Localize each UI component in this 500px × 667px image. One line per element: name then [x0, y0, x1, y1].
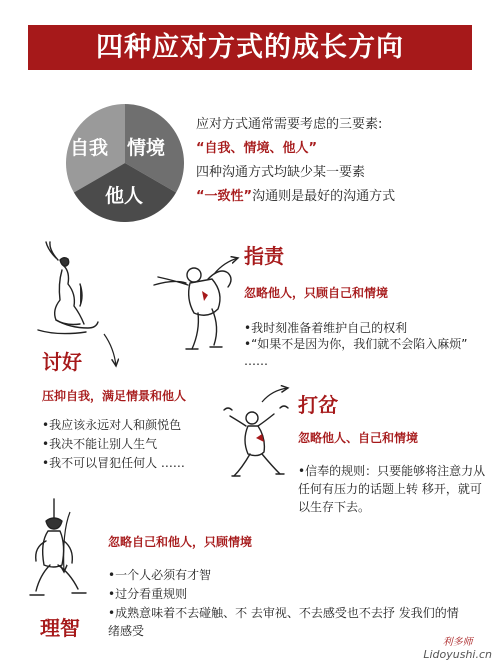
blaming-bullet-1: •我时刻准备着维护自己的权利: [244, 321, 408, 335]
blaming-title: 指责: [244, 244, 284, 268]
rational-bullet-3: •成熟意味着不去碰触、不 去审视、不去感受也不去抒 发我们的情绪感受: [108, 606, 459, 638]
intro-line-4-rest: 沟通则是最好的沟通方式: [252, 189, 396, 204]
arrow-to-rational: [64, 512, 70, 572]
arrow-to-placating: [104, 334, 116, 366]
watermark-latin: Lidoyushi.cn: [423, 648, 492, 661]
distracting-rule: •信奉的规则：只要能够将注意力从任何有压力的话题上转 移开，就可以生存下去。: [298, 464, 486, 514]
rational-bullet-2: •过分看重规则: [108, 587, 188, 601]
consistency-highlight: “一致性”: [196, 189, 253, 204]
blaming-bullet-3: ……: [244, 354, 268, 368]
rational-bullet-1: •一个人必须有才智: [108, 568, 212, 582]
intro-line-3: 四种沟通方式均缺少某一要素: [196, 165, 366, 180]
pie-label-context: 情境: [127, 137, 166, 159]
arrow-to-blaming: [214, 258, 238, 274]
blaming-description: 忽略他人，只顾自己和情境: [244, 286, 389, 300]
placating-bullet-3: •我不可以冒犯任何人 ……: [42, 456, 185, 470]
arrow-to-distracting: [262, 388, 288, 402]
placating-title: 讨好: [42, 350, 82, 374]
distracting-description: 忽略他人、自己和情境: [298, 431, 419, 445]
distracting-title: 打岔: [298, 393, 338, 417]
rational-description: 忽略自己和他人，只顾情境: [108, 535, 253, 549]
intro-line-1: 应对方式通常需要考虑的三要素:: [196, 117, 383, 132]
intro-line-2: “自我、情境、他人”: [196, 141, 318, 156]
placating-description: 压抑自我，满足情景和他人: [42, 389, 187, 403]
placating-bullet-1: •我应该永远对人和颜悦色: [42, 418, 182, 432]
page-title: 四种应对方式的成长方向: [28, 25, 472, 70]
blaming-bullet-2: •“如果不是因为你，我们就不会陷入麻烦”: [244, 337, 468, 351]
pie-label-others: 他人: [105, 185, 144, 207]
site-watermark: [423, 633, 492, 661]
pie-label-self: 自我: [70, 137, 109, 159]
rational-title: 理智: [40, 616, 80, 640]
watermark-chinese: 利多师: [442, 637, 473, 648]
placating-bullet-2: •我决不能让别人生气: [42, 437, 158, 451]
